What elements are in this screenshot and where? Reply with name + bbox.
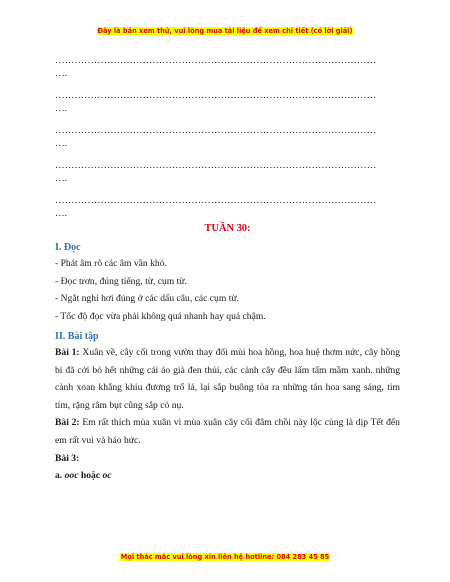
section-exercises-heading: II. Bài tập bbox=[55, 331, 99, 342]
preview-banner bbox=[0, 27, 450, 35]
list-item: - Tốc độ đọc vừa phải không quá nhanh hay quá chậm. bbox=[55, 310, 266, 322]
exercise-2 bbox=[55, 414, 400, 449]
dotted-line-group bbox=[55, 89, 400, 115]
exercise-3a bbox=[55, 467, 400, 485]
dotted-line: ……………………………………………………………………………………… bbox=[55, 195, 377, 206]
dotted-line-end: …. bbox=[55, 103, 67, 114]
exercise-1-text: Xuân về, cây cối trong vườn thay đổi mùi hoa hồng, hoa huệ thơm nức, cây hồng bì đã cởi bỏ hết những cái áo già đen thủi, các cành cây đều lấm tấm mầm xanh. những cành xoan khẳng khiu đương trổ lá, lại sắp buông tỏa ra những tán hoa sang sáng, tim tím, rặng râm bụt cũng sắp có nụ. bbox=[55, 347, 400, 411]
dotted-line-group bbox=[55, 159, 400, 185]
exercise-2-label: Bài 2: bbox=[55, 417, 80, 429]
dotted-line-group bbox=[55, 54, 400, 80]
exercise-1-label: Bài 1: bbox=[55, 347, 80, 358]
dotted-line: ……………………………………………………………………………………… bbox=[55, 90, 377, 101]
exercise-3a-conjunction: hoặc bbox=[78, 470, 103, 482]
dotted-line-end: …. bbox=[55, 68, 67, 79]
list-item: - Ngắt nghỉ hơi đúng ở các dấu câu, các cụm từ. bbox=[55, 293, 239, 304]
exercise-3a-option-1: ooc bbox=[64, 470, 79, 482]
preview-banner-text: Đây là bản xem thử, vui lòng mua tài liệu để xem chi tiết (có lời giải) bbox=[97, 27, 353, 35]
reading-requirements-list bbox=[55, 255, 400, 325]
dotted-answer-lines bbox=[55, 54, 400, 220]
week-title: TUẦN 30: bbox=[204, 223, 251, 234]
dotted-line: ……………………………………………………………………………………… bbox=[55, 125, 377, 136]
dotted-line-end: …. bbox=[55, 173, 67, 184]
hotline-banner bbox=[0, 553, 450, 561]
dotted-line: ……………………………………………………………………………………… bbox=[55, 55, 377, 66]
document-body bbox=[55, 54, 400, 485]
dotted-line-end: …. bbox=[55, 138, 67, 149]
exercise-2-text: Em rất thích mùa xuân vì mùa xuân cây cối đâm chồi này lộc cùng là dịp Tết đến em rất vui và háo hức. bbox=[55, 417, 400, 446]
list-item: - Đọc trơn, đúng tiếng, từ, cụm từ. bbox=[55, 275, 187, 287]
exercise-1 bbox=[55, 344, 400, 414]
exercise-3a-option-2: oc bbox=[102, 470, 112, 482]
list-item: - Phát âm rõ các âm vần khó. bbox=[55, 258, 167, 269]
exercise-3-label: Bài 3: bbox=[55, 452, 80, 464]
exercise-3a-label: a. bbox=[55, 470, 63, 482]
dotted-line-end: …. bbox=[55, 208, 67, 219]
hotline-banner-text: Mọi thắc mắc vui lòng xin liên hệ hotline: 084 283 45 85 bbox=[120, 553, 330, 561]
section-read-heading: I. Đọc bbox=[55, 242, 81, 253]
dotted-line-group bbox=[55, 194, 400, 220]
dotted-line-group bbox=[55, 124, 400, 150]
dotted-line: ……………………………………………………………………………………… bbox=[55, 160, 377, 171]
